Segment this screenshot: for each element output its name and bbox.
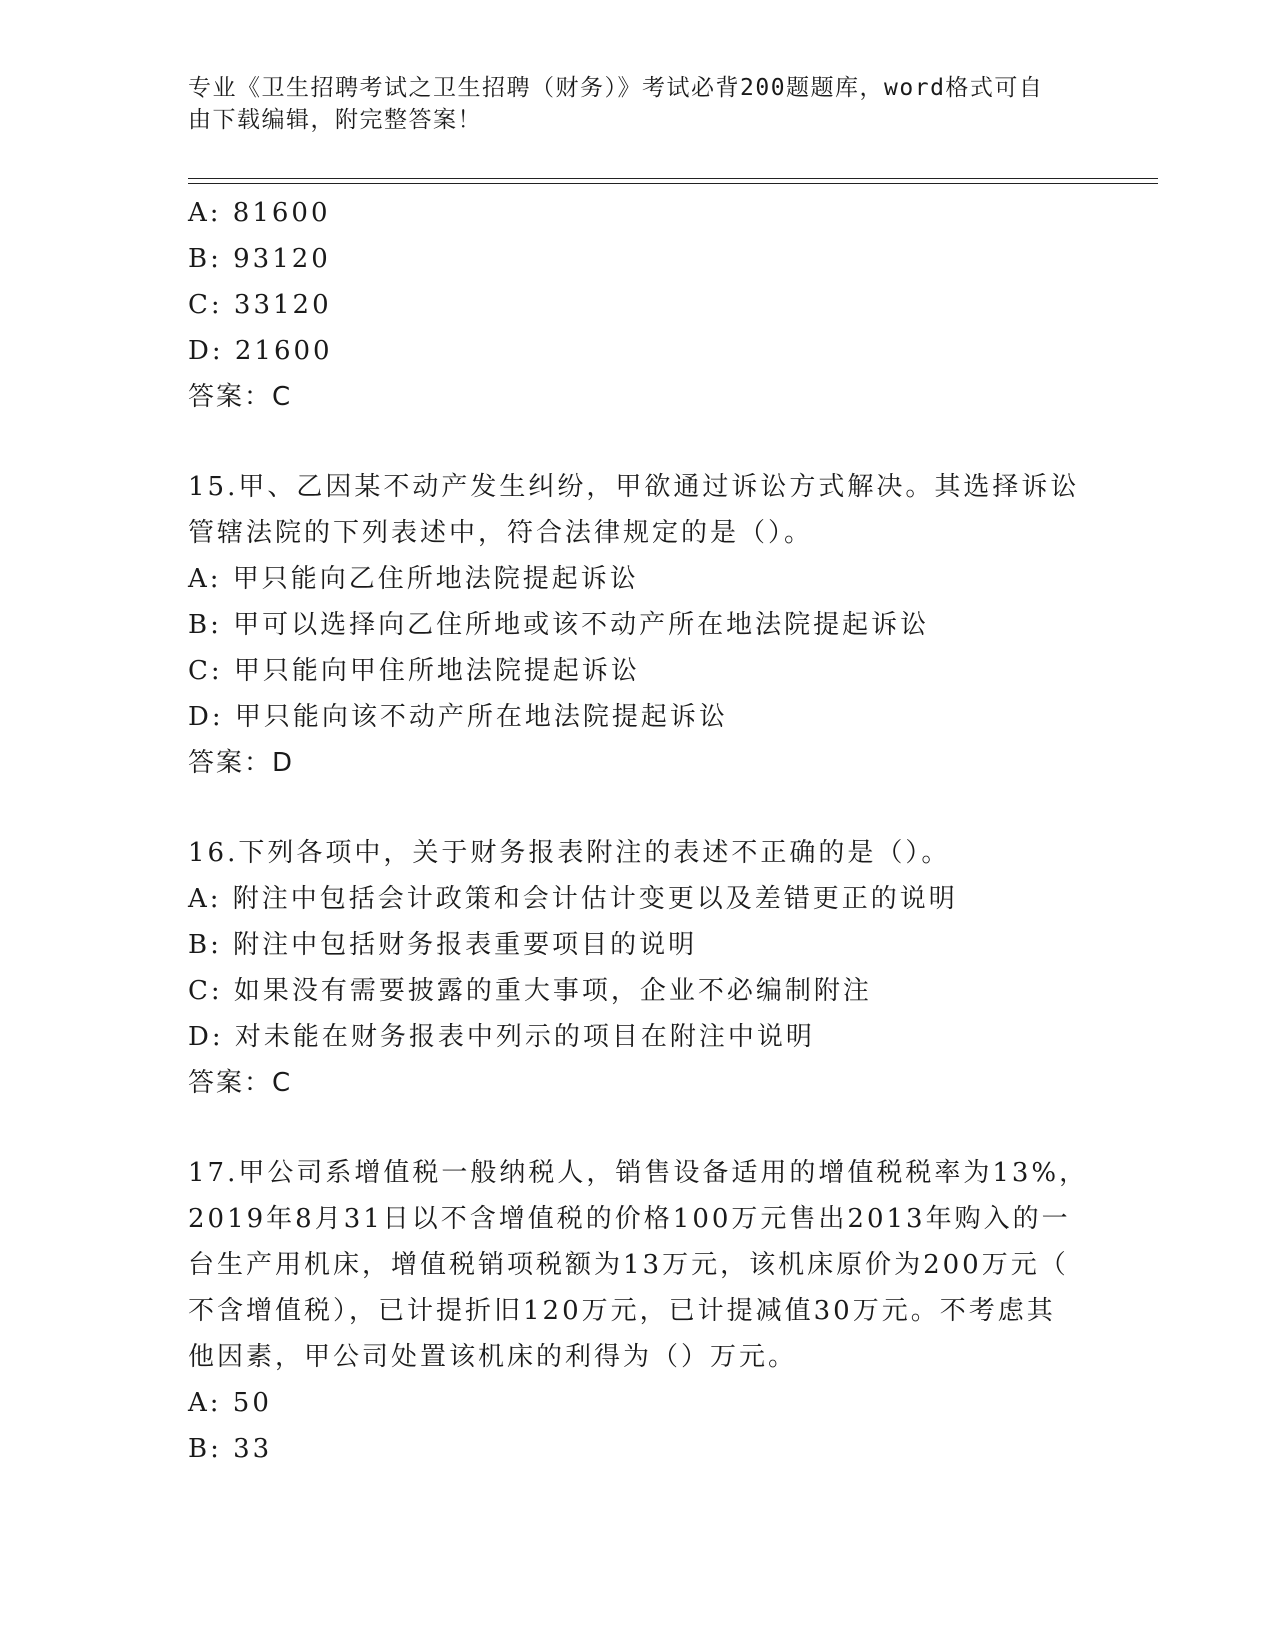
header-line-2: 由下载编辑，附完整答案！ bbox=[188, 107, 482, 133]
header-divider-top bbox=[188, 178, 1158, 179]
question-15 bbox=[188, 464, 1088, 786]
question-14 bbox=[188, 190, 1088, 420]
option-b: B: 附注中包括财务报表重要项目的说明 bbox=[188, 930, 698, 960]
document-header bbox=[188, 72, 1068, 136]
option-b: B: 93120 bbox=[188, 244, 331, 274]
question-stem-line: 不含增值税），已计提折旧120万元，已计提减值30万元。不考虑其 bbox=[188, 1296, 1056, 1326]
option-d: D: 21600 bbox=[188, 336, 333, 366]
question-stem-line: 17.甲公司系增值税一般纳税人，销售设备适用的增值税税率为13%， bbox=[188, 1158, 1089, 1188]
question-stem-line: 台生产用机床，增值税销项税额为13万元，该机床原价为200万元（ bbox=[188, 1250, 1069, 1280]
option-c: C: 甲只能向甲住所地法院提起诉讼 bbox=[188, 656, 640, 686]
question-17 bbox=[188, 1150, 1088, 1472]
option-a: A: 附注中包括会计政策和会计估计变更以及差错更正的说明 bbox=[188, 884, 958, 914]
option-a: A: 50 bbox=[188, 1388, 272, 1418]
question-stem-line: 16.下列各项中，关于财务报表附注的表述不正确的是（）。 bbox=[188, 838, 951, 868]
option-c: C: 如果没有需要披露的重大事项，企业不必编制附注 bbox=[188, 976, 872, 1006]
answer: 答案：C bbox=[188, 1068, 293, 1098]
option-b: B: 甲可以选择向乙住所地或该不动产所在地法院提起诉讼 bbox=[188, 610, 930, 640]
spacer bbox=[188, 420, 1088, 464]
answer: 答案：C bbox=[188, 382, 293, 412]
header-line-1: 专业《卫生招聘考试之卫生招聘（财务）》考试必背200题题库，word格式可自 bbox=[188, 75, 1044, 101]
option-c: C: 33120 bbox=[188, 290, 332, 320]
spacer bbox=[188, 786, 1088, 830]
option-d: D: 对未能在财务报表中列示的项目在附注中说明 bbox=[188, 1022, 815, 1052]
question-16 bbox=[188, 830, 1088, 1106]
question-stem-line: 15.甲、乙因某不动产发生纠纷，甲欲通过诉讼方式解决。其选择诉讼 bbox=[188, 472, 1080, 502]
spacer bbox=[188, 1106, 1088, 1150]
option-a: A: 81600 bbox=[188, 198, 331, 228]
question-stem-line: 2019年8月31日以不含增值税的价格100万元售出2013年购入的一 bbox=[188, 1204, 1071, 1234]
question-stem-line: 他因素，甲公司处置该机床的利得为（）万元。 bbox=[188, 1342, 798, 1372]
option-d: D: 甲只能向该不动产所在地法院提起诉讼 bbox=[188, 702, 728, 732]
answer: 答案：D bbox=[188, 748, 295, 778]
option-a: A: 甲只能向乙住所地法院提起诉讼 bbox=[188, 564, 639, 594]
question-stem-line: 管辖法院的下列表述中，符合法律规定的是（）。 bbox=[188, 518, 814, 548]
header-divider-bottom bbox=[188, 183, 1158, 184]
question-list bbox=[188, 190, 1088, 1472]
option-b: B: 33 bbox=[188, 1434, 273, 1464]
